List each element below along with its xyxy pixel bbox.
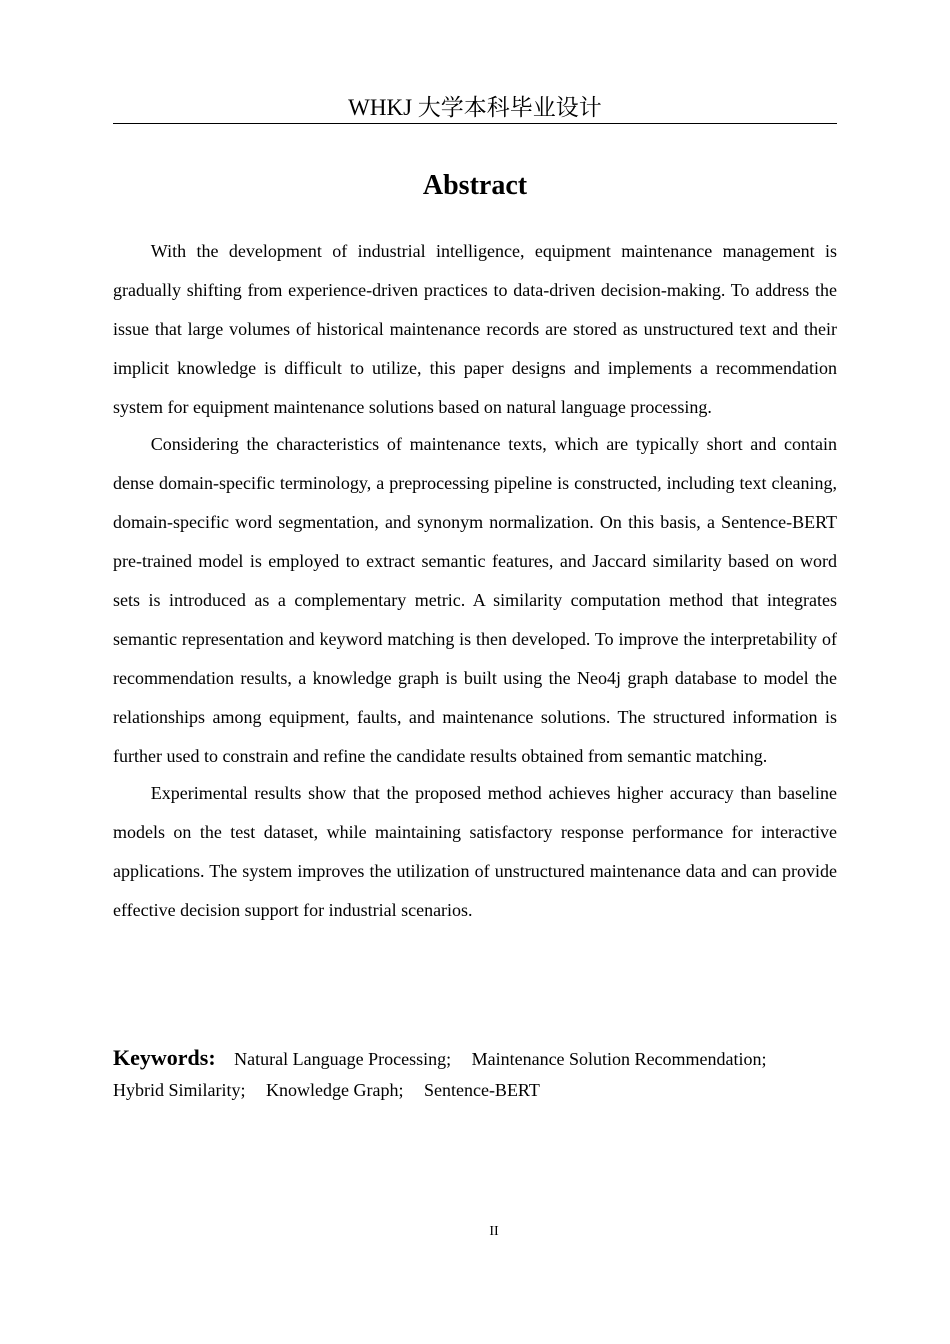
- keywords-label: Keywords:: [113, 1045, 216, 1070]
- abstract-paragraph-1: With the development of industrial intelligence, equipment maintenance management is gradually shifting from experience-driven practices to data-driven decision-making. To address the issue that large volumes of historical maintenance records are stored as unstructured text and their implicit knowledge is difficult to utilize, this paper designs and implements a recommendation system for equipment maintenance solutions based on natural language processing.: [113, 241, 837, 417]
- keyword-item: Natural Language Processing;: [234, 1049, 452, 1069]
- running-header: WHKJ 大学本科毕业设计: [348, 95, 602, 120]
- abstract-paragraph-2: Considering the characteristics of maintenance texts, which are typically short and contain dense domain-specific terminology, a preprocessing pipeline is constructed, including text cleaning, domain-specific word segmentation, and synonym normalization. On this basis, a Sentence-BERT pre-trained model is employed to extract semantic features, and Jaccard similarity based on word sets is introduced as a complementary metric. A similarity computation method that integrates semantic representation and keyword matching is then developed. To improve the interpretability of recommendation results, a knowledge graph is built using the Neo4j graph database to model the relationships among equipment, faults, and maintenance solutions. The structured information is further used to constrain and refine the candidate results obtained from semantic matching.: [113, 434, 837, 766]
- keywords-section: [113, 1042, 837, 1106]
- header-rule: [113, 123, 837, 124]
- abstract-paragraph-3: Experimental results show that the proposed method achieves higher accuracy than baseline models on the test dataset, while maintaining satisfactory response performance for interactive applications. The system improves the utilization of unstructured maintenance data and can provide effective decision support for industrial scenarios.: [113, 783, 837, 920]
- keyword-item: Sentence-BERT: [423, 1080, 540, 1100]
- keyword-item: Hybrid Similarity;: [113, 1080, 246, 1100]
- page-number: II: [489, 1224, 499, 1239]
- abstract-body: [113, 232, 837, 928]
- keyword-item: Maintenance Solution Recommendation;: [471, 1049, 767, 1069]
- abstract-title: Abstract: [422, 170, 528, 201]
- keyword-item: Knowledge Graph;: [266, 1080, 404, 1100]
